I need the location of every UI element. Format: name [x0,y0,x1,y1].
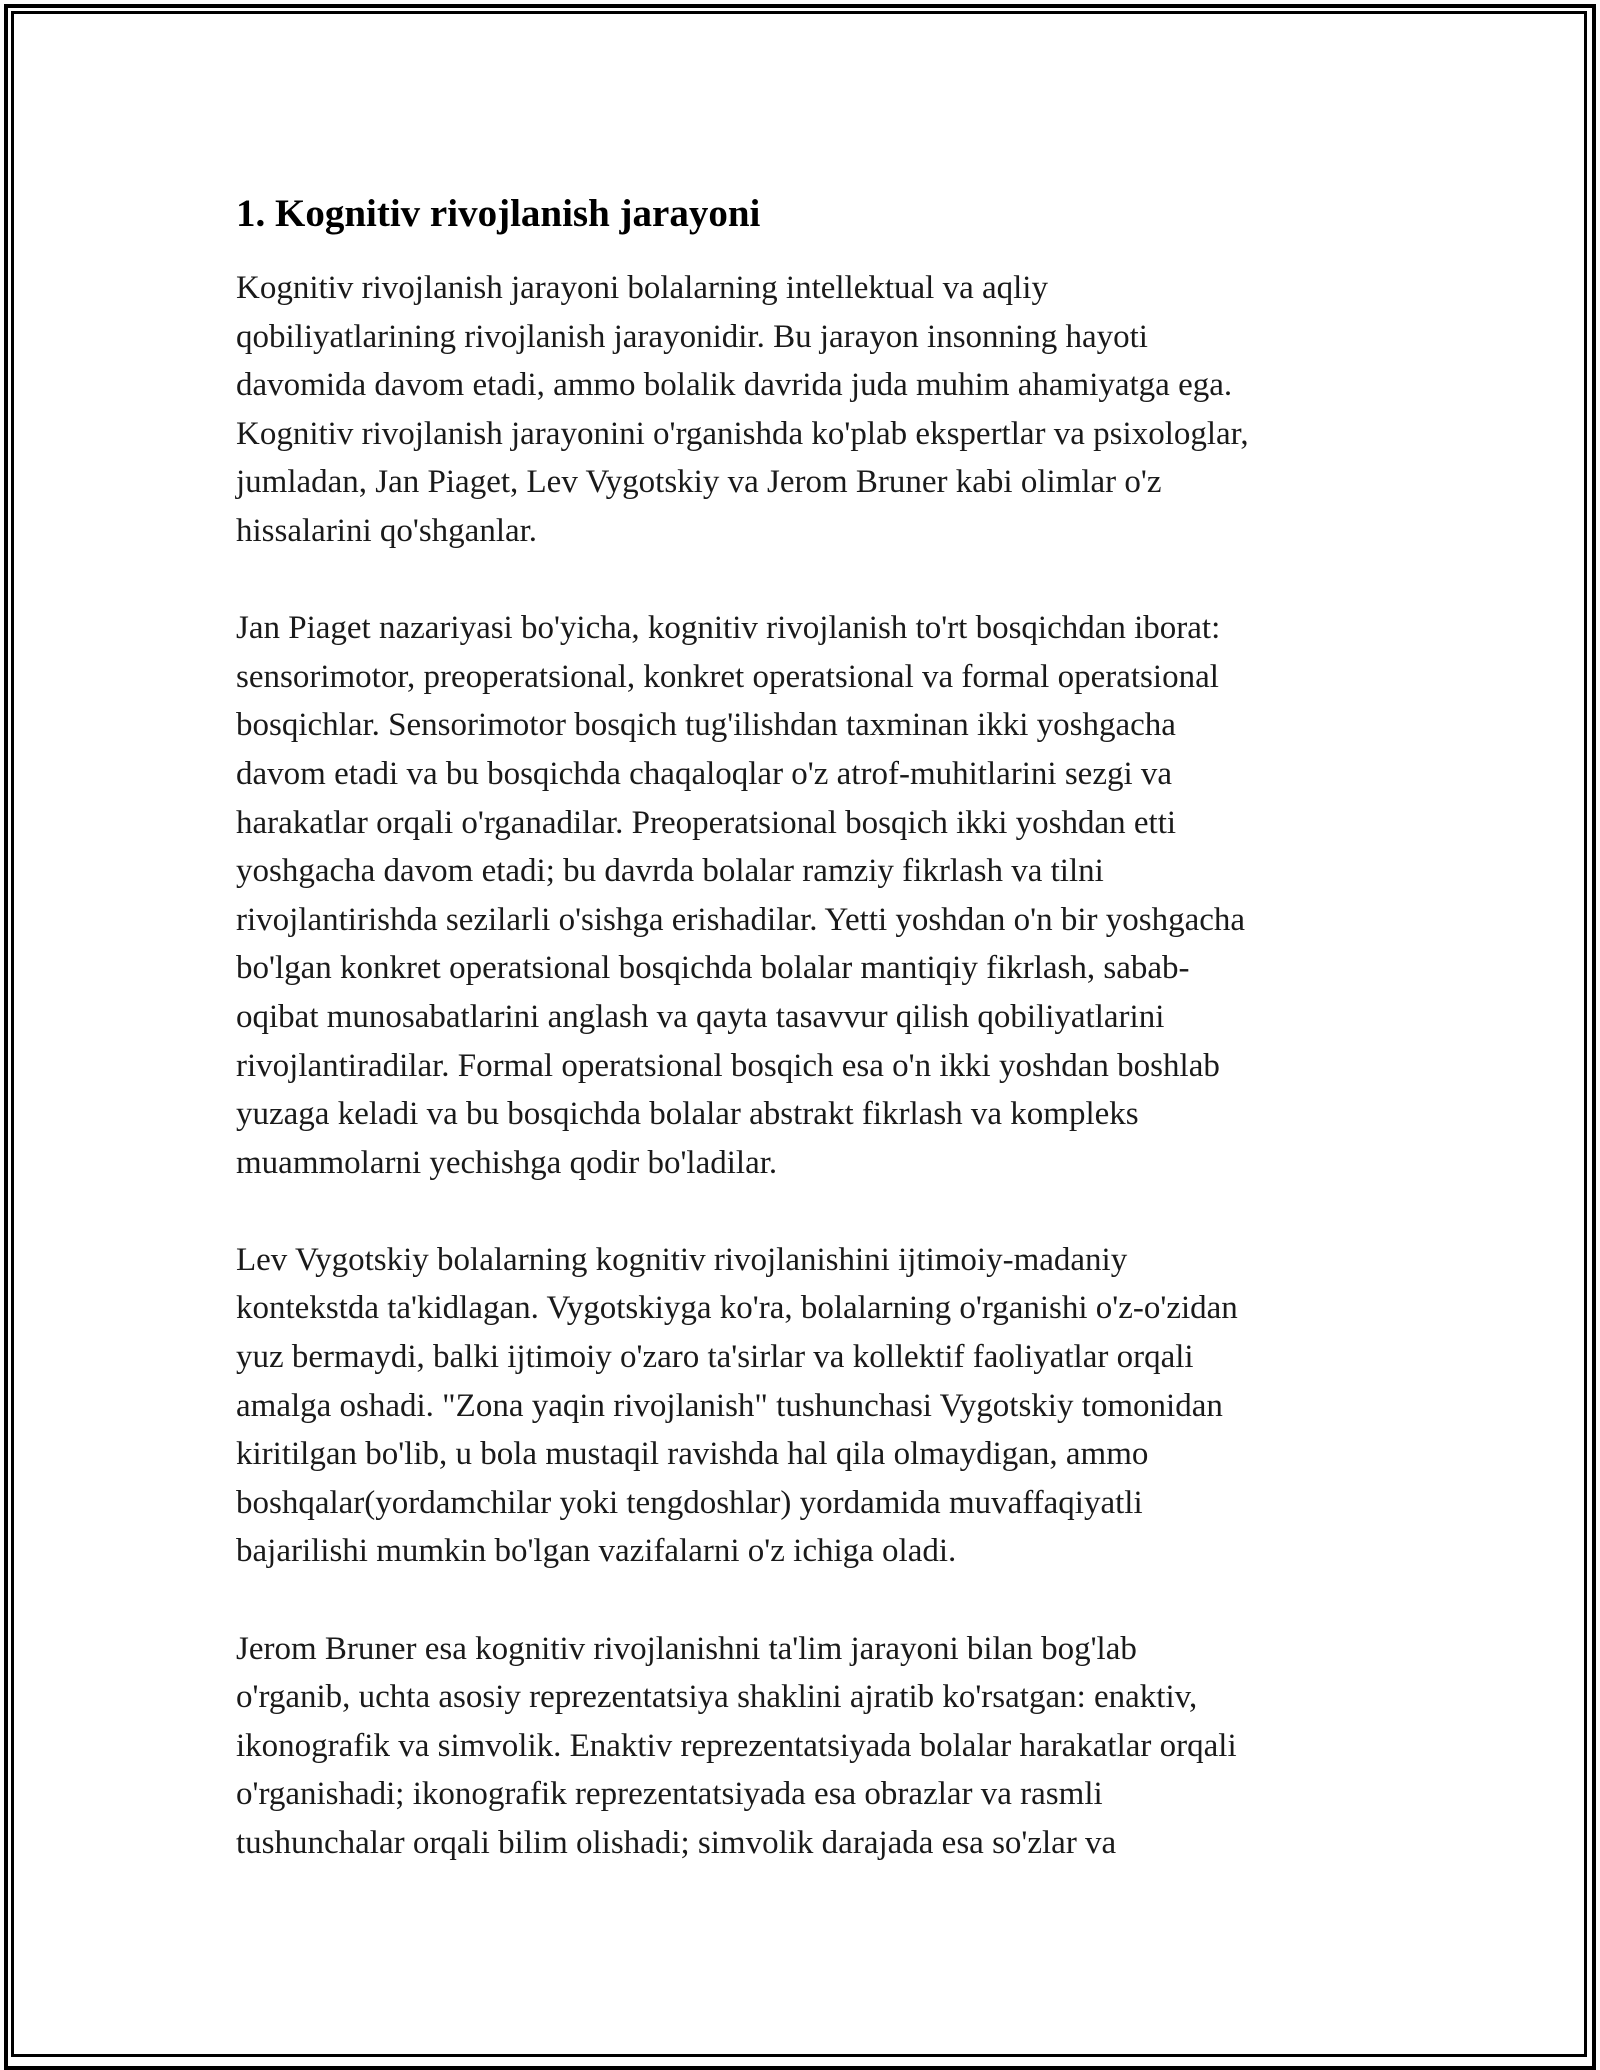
paragraph-spacer [236,1576,1386,1625]
paragraph-spacer [236,1187,1386,1236]
paragraph-piaget [236,604,1386,1187]
text-line: oqibat munosabatlarini anglash va qayta tasavvur qilish qobiliyatlarini [236,998,1165,1035]
text-line: Jerom Bruner esa kognitiv rivojlanishni ta'lim jarayoni bilan bog'lab [236,1630,1137,1667]
text-line: amalga oshadi. "Zona yaqin rivojlanish" tushunchasi Vygotskiy tomonidan [236,1387,1223,1424]
text-line: tushunchalar orqali bilim olishadi; simvolik darajada esa so'zlar va [236,1825,1117,1861]
text-line: Kognitiv rivojlanish jarayonini o'rganishda ko'plab ekspertlar va psixologlar, [236,415,1249,452]
text-line: rivojlantirishda sezilarli o'sishga erishadilar. Yetti yoshdan o'n bir yoshgacha [236,901,1246,938]
paragraph-spacer [236,556,1386,605]
text-line: davom etadi va bu bosqichda chaqaloqlar o'z atrof-muhitlarini sezgi va [236,755,1173,792]
paragraph-vygotsky [236,1236,1386,1576]
text-line: bosqichlar. Sensorimotor bosqich tug'ilishdan taxminan ikki yoshgacha [236,707,1176,744]
text-line: ikonografik va simvolik. Enaktiv reprezentatsiyada bolalar harakatlar orqali [236,1727,1237,1764]
paragraph-intro [236,264,1386,556]
text-line: bajarilishi mumkin bo'lgan vazifalarni o'z ichiga oladi. [236,1533,957,1570]
text-line: Kognitiv rivojlanish jarayoni bolalarning intellektual va aqliy [236,270,1048,306]
text-line: rivojlantiradilar. Formal operatsional bosqich esa o'n ikki yoshdan boshlab [236,1047,1220,1084]
text-line: yuzaga keladi va bu bosqichda bolalar abstrakt fikrlash va kompleks [236,1096,1139,1133]
text-line: kiritilgan bo'lib, u bola mustaqil ravishda hal qila olmaydigan, ammo [236,1436,1149,1473]
text-line: yoshgacha davom etadi; bu davrda bolalar ramziy fikrlash va tilni [236,853,1104,890]
text-line: kontekstda ta'kidlagan. Vygotskiyga ko'ra, bolalarning o'rganishi o'z-o'zidan [236,1290,1238,1327]
text-line: boshqalar(yordamchilar yoki tengdoshlar) yordamida muvaffaqiyatli [236,1484,1143,1521]
text-line: Lev Vygotskiy bolalarning kognitiv rivojlanishini ijtimoiy-madaniy [236,1241,1128,1278]
text-line: Jan Piaget nazariyasi bo'yicha, kognitiv rivojlanish to'rt bosqichdan iborat: [236,610,1221,647]
text-line: bo'lgan konkret operatsional bosqichda bolalar mantiqiy fikrlash, sabab- [236,950,1190,987]
paragraph-bruner [236,1625,1386,1868]
text-line: jumladan, Jan Piaget, Lev Vygotskiy va Jerom Bruner kabi olimlar o'z [236,464,1162,501]
text-line: qobiliyatlarining rivojlanish jarayonidir. Bu jarayon insonning hayoti [236,318,1148,355]
text-line: davomida davom etadi, ammo bolalik davrida juda muhim ahamiyatga ega. [236,367,1233,404]
text-line: yuz bermaydi, balki ijtimoiy o'zaro ta'sirlar va kollektif faoliyatlar orqali [236,1339,1194,1376]
text-line: sensorimotor, preoperatsional, konkret operatsional va formal operatsional [236,658,1219,695]
text-line: o'rganib, uchta asosiy reprezentatsiya shaklini ajratib ko'rsatgan: enaktiv, [236,1679,1198,1716]
text-line: hissalarini qo'shganlar. [236,512,538,549]
text-line: o'rganishadi; ikonografik reprezentatsiyada esa obrazlar va rasmli [236,1776,1103,1813]
document-body [236,186,1386,1868]
text-line: muammolarni yechishga qodir bo'ladilar. [236,1144,778,1181]
section-heading: 1. Kognitiv rivojlanish jarayoni [236,192,761,235]
text-line: harakatlar orqali o'rganadilar. Preoperatsional bosqich ikki yoshdan etti [236,804,1177,841]
